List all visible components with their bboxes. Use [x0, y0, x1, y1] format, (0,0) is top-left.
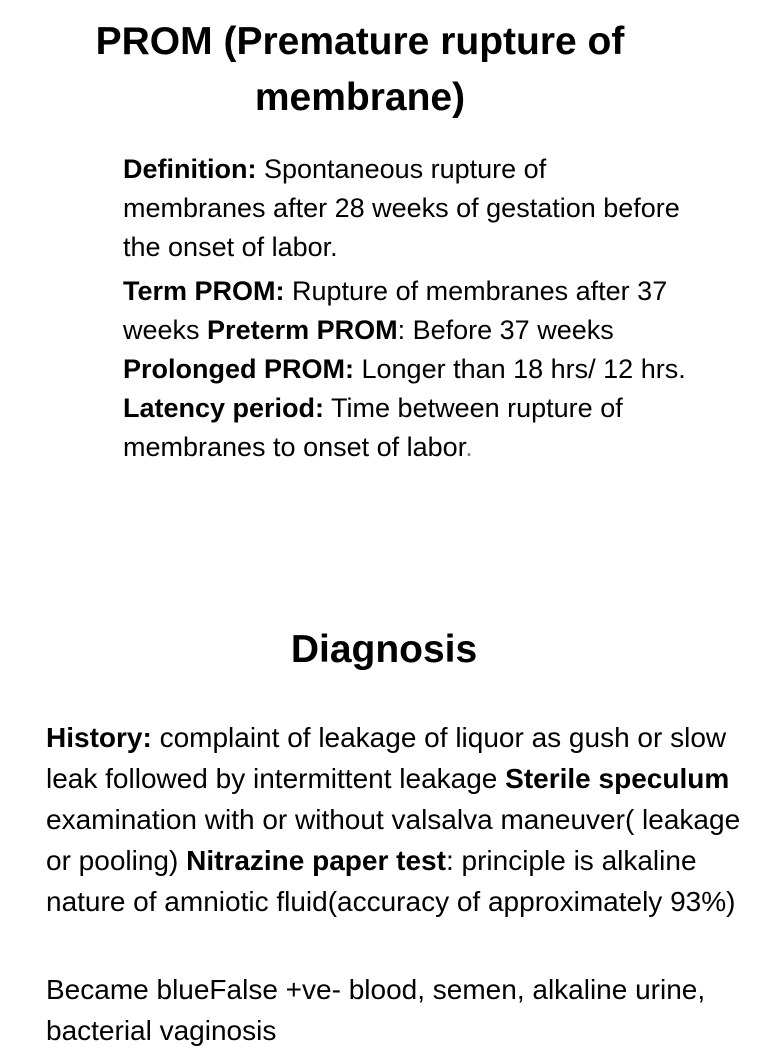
history-text: complaint of leakage of liquor as gush or slow leak followed by intermittent leakage [46, 722, 727, 794]
latency-period-text: Time between rupture of membranes to onset of labor [123, 393, 623, 462]
definition-label: Definition: [123, 154, 257, 184]
sterile-speculum-text: examination with or without valsalva maneuver( leakage or pooling) [46, 804, 741, 876]
prolonged-prom-text: Longer than 18 hrs/ 12 hrs. [354, 354, 686, 384]
term-prom-text: Rupture of membranes after 37 weeks [123, 276, 668, 345]
latency-period-label: Latency period: [123, 393, 325, 423]
prolonged-prom-label: Prolonged PROM: [123, 354, 354, 384]
false-positive-paragraph: Became blueFalse +ve- blood, semen, alkaline urine, bacterial vaginosis [46, 974, 706, 1046]
diagnosis-paragraph [46, 717, 746, 922]
prom-types-paragraph [123, 272, 693, 467]
preterm-prom-label: Preterm PROM [207, 315, 398, 345]
diagnosis-title: Diagnosis [290, 628, 478, 671]
definition-paragraph [123, 150, 693, 267]
term-prom-label: Term PROM: [123, 276, 285, 306]
nitrazine-text: : principle is alkaline nature of amniotic fluid(accuracy of approximately 93%) [46, 845, 736, 917]
sterile-speculum-label: Sterile speculum [505, 763, 730, 794]
nitrazine-label: Nitrazine paper test [186, 845, 446, 876]
definition-text: Spontaneous rupture of membranes after 28 weeks of gestation before the onset of labor. [123, 154, 680, 262]
preterm-prom-text: : Before 37 weeks [397, 315, 614, 345]
trailing-dot: . [465, 432, 473, 462]
history-label: History: [46, 722, 152, 753]
slide-title: PROM (Premature rupture of membrane) [95, 20, 625, 119]
